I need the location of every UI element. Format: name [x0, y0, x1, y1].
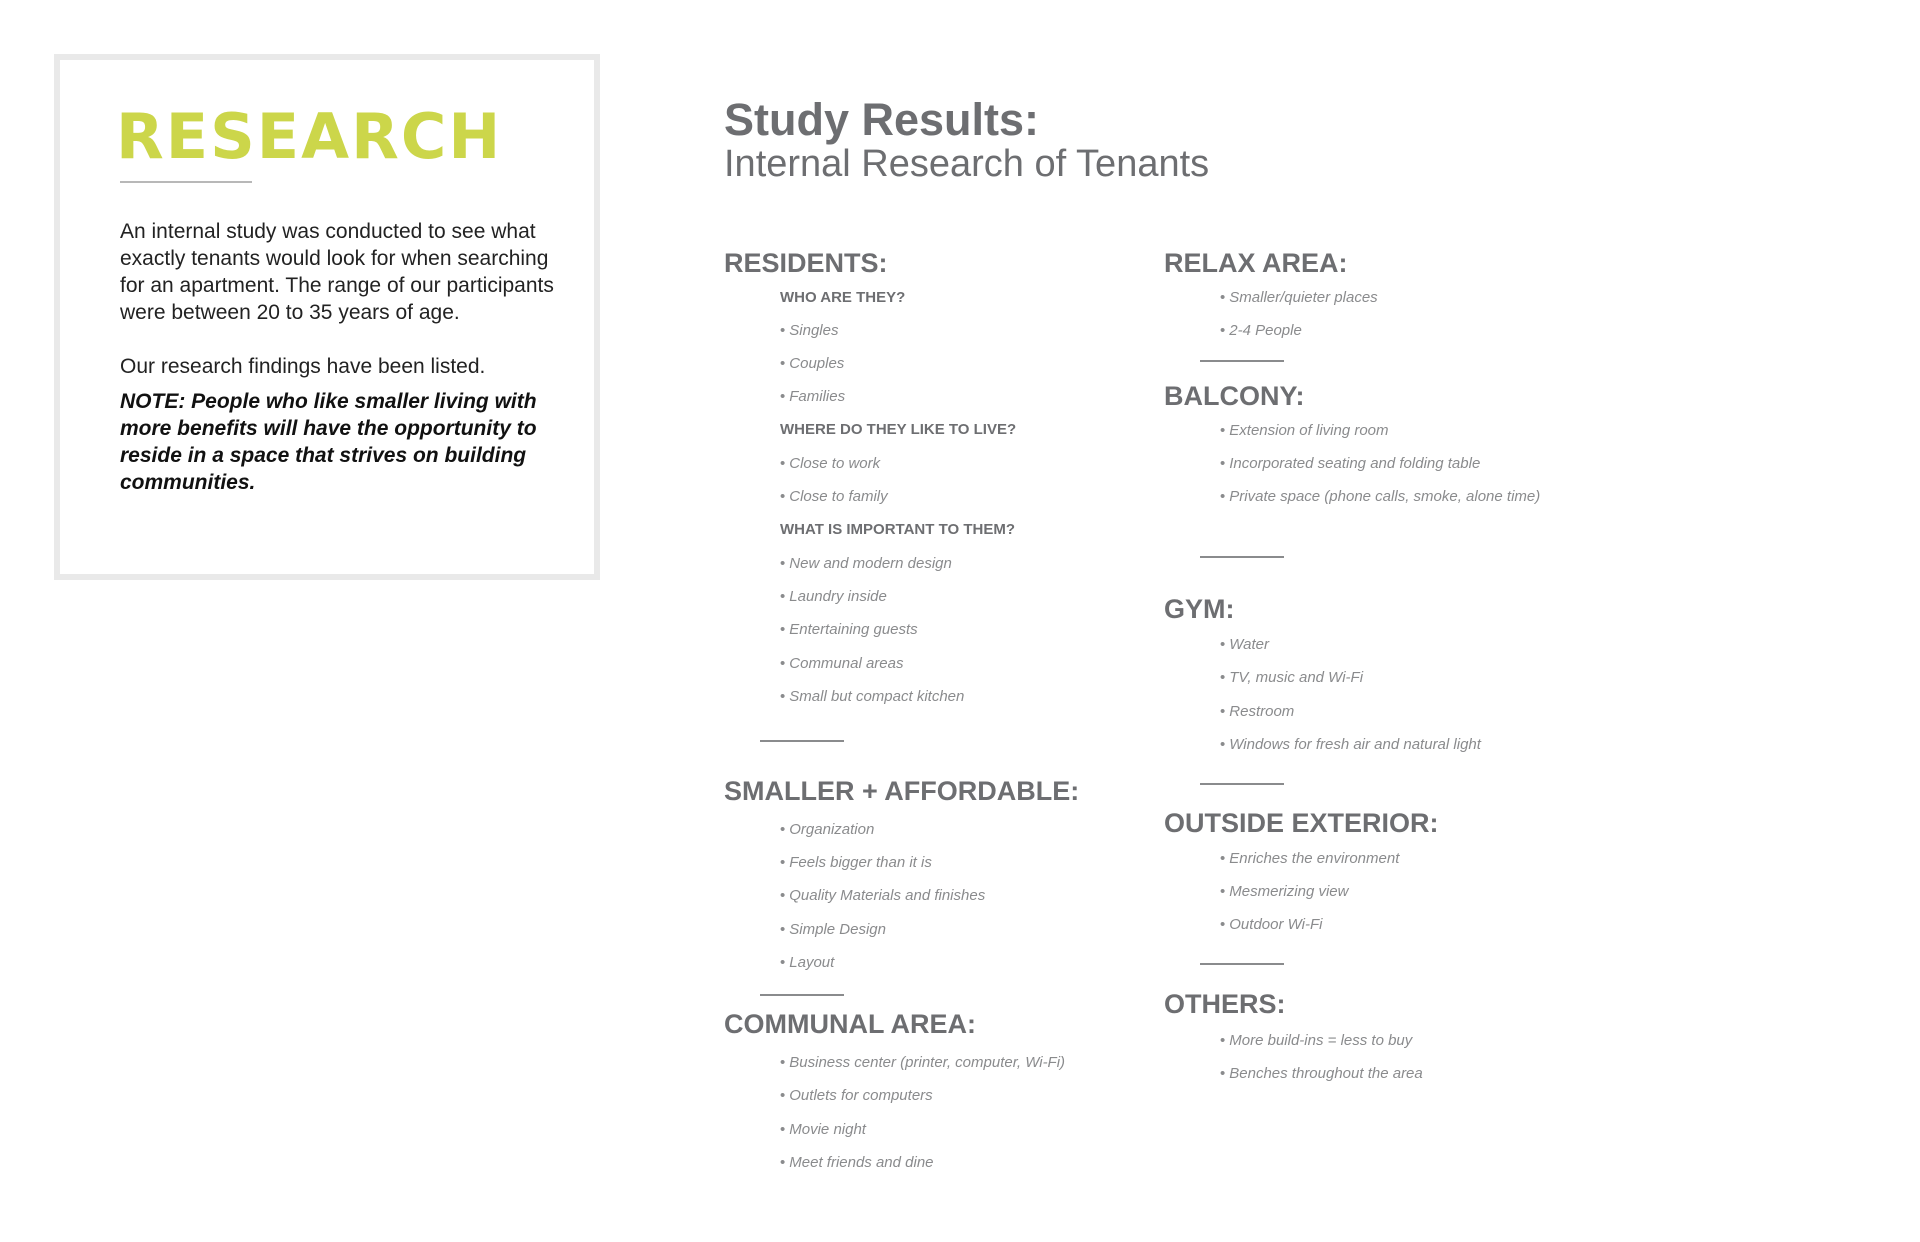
- bullet-icon: •: [780, 588, 786, 605]
- section-divider: [1200, 556, 1284, 558]
- study-subtitle: Internal Research of Tenants: [724, 143, 1210, 185]
- bullet-icon: •: [780, 355, 786, 372]
- research-findings: Our research findings have been listed.: [120, 355, 486, 378]
- bullet-icon: •: [780, 655, 786, 672]
- bullet-icon: •: [1220, 916, 1226, 933]
- list-item: • Smaller/quieter places: [1220, 289, 1378, 306]
- list-item: • Extension of living room: [1220, 422, 1389, 439]
- bullet-icon: •: [780, 1054, 786, 1071]
- list-item: • Entertaining guests: [780, 621, 918, 638]
- list-item: • Outlets for computers: [780, 1087, 933, 1104]
- research-body: [120, 218, 560, 496]
- list-item: • Small but compact kitchen: [780, 688, 965, 705]
- list-item: • Simple Design: [780, 921, 886, 938]
- others-heading: OTHERS:: [1164, 989, 1286, 1019]
- bullet-icon: •: [780, 388, 786, 405]
- list-item: • Outdoor Wi-Fi: [1220, 916, 1323, 933]
- bullet-icon: •: [780, 1087, 786, 1104]
- list-item: • Communal areas: [780, 655, 904, 672]
- bullet-icon: •: [1220, 488, 1226, 505]
- list-item: • Benches throughout the area: [1220, 1065, 1423, 1082]
- residents-who-label: WHO ARE THEY?: [780, 289, 906, 306]
- communal-area-heading: COMMUNAL AREA:: [724, 1009, 976, 1039]
- smaller-affordable-heading: SMALLER + AFFORDABLE:: [724, 776, 1080, 806]
- list-item: • Private space (phone calls, smoke, alone time): [1220, 488, 1541, 505]
- list-item: • New and modern design: [780, 555, 952, 572]
- bullet-icon: •: [1220, 703, 1226, 720]
- research-card: [54, 54, 600, 580]
- list-item: • More build-ins = less to buy: [1220, 1032, 1413, 1049]
- bullet-icon: •: [1220, 883, 1226, 900]
- bullet-icon: •: [780, 887, 786, 904]
- study-title: Study Results:: [724, 94, 1040, 145]
- residents-important-label: WHAT IS IMPORTANT TO THEM?: [780, 521, 1015, 538]
- balcony-heading: BALCONY:: [1164, 381, 1305, 411]
- residents-where-label: WHERE DO THEY LIKE TO LIVE?: [780, 421, 1017, 438]
- bullet-icon: •: [780, 688, 786, 705]
- bullet-icon: •: [1220, 736, 1226, 753]
- bullet-icon: •: [780, 821, 786, 838]
- list-item: • Movie night: [780, 1121, 866, 1138]
- list-item: • Close to work: [780, 455, 881, 472]
- bullet-icon: •: [1220, 1065, 1226, 1082]
- list-item: • TV, music and Wi-Fi: [1220, 669, 1364, 686]
- list-item: • Meet friends and dine: [780, 1154, 934, 1171]
- gym-heading: GYM:: [1164, 594, 1235, 624]
- section-divider: [1200, 360, 1284, 362]
- list-item: • Enriches the environment: [1220, 850, 1400, 867]
- bullet-icon: •: [780, 1154, 786, 1171]
- bullet-icon: •: [1220, 636, 1226, 653]
- list-item: • Layout: [780, 954, 835, 971]
- bullet-icon: •: [780, 322, 786, 339]
- section-divider: [760, 994, 844, 996]
- list-item: • Water: [1220, 636, 1269, 653]
- research-title: RESEARCH: [116, 100, 503, 173]
- list-item: • Singles: [780, 322, 839, 339]
- research-note: NOTE: People who like smaller living with more benefits will have the opportunity to reside in a space that strives on building communities.: [120, 390, 537, 494]
- bullet-icon: •: [1220, 455, 1226, 472]
- section-divider: [760, 740, 844, 742]
- list-item: • Organization: [780, 821, 875, 838]
- bullet-icon: •: [780, 954, 786, 971]
- bullet-icon: •: [1220, 669, 1226, 686]
- bullet-icon: •: [1220, 1032, 1226, 1049]
- bullet-icon: •: [780, 854, 786, 871]
- relax-area-heading: RELAX AREA:: [1164, 248, 1348, 278]
- bullet-icon: •: [780, 921, 786, 938]
- outside-exterior-heading: OUTSIDE EXTERIOR:: [1164, 808, 1439, 838]
- bullet-icon: •: [1220, 322, 1226, 339]
- bullet-icon: •: [780, 455, 786, 472]
- list-item: • Restroom: [1220, 703, 1295, 720]
- bullet-icon: •: [780, 1121, 786, 1138]
- residents-heading: RESIDENTS:: [724, 248, 888, 278]
- research-title-underline: [120, 181, 252, 183]
- list-item: • Feels bigger than it is: [780, 854, 932, 871]
- list-item: • Close to family: [780, 488, 888, 505]
- bullet-icon: •: [1220, 850, 1226, 867]
- list-item: • Families: [780, 388, 846, 405]
- list-item: • Incorporated seating and folding table: [1220, 455, 1481, 472]
- section-divider: [1200, 963, 1284, 965]
- bullet-icon: •: [780, 555, 786, 572]
- list-item: • 2-4 People: [1220, 322, 1302, 339]
- list-item: • Mesmerizing view: [1220, 883, 1349, 900]
- list-item: • Laundry inside: [780, 588, 887, 605]
- bullet-icon: •: [780, 621, 786, 638]
- list-item: • Couples: [780, 355, 845, 372]
- bullet-icon: •: [1220, 422, 1226, 439]
- research-intro: An internal study was conducted to see what exactly tenants would look for when searching for an apartment. The range of our participants were between 20 to 35 years of age.: [120, 220, 554, 324]
- bullet-icon: •: [780, 488, 786, 505]
- list-item: • Quality Materials and finishes: [780, 887, 986, 904]
- section-divider: [1200, 783, 1284, 785]
- list-item: • Windows for fresh air and natural light: [1220, 736, 1481, 753]
- bullet-icon: •: [1220, 289, 1226, 306]
- list-item: • Business center (printer, computer, Wi-Fi): [780, 1054, 1066, 1071]
